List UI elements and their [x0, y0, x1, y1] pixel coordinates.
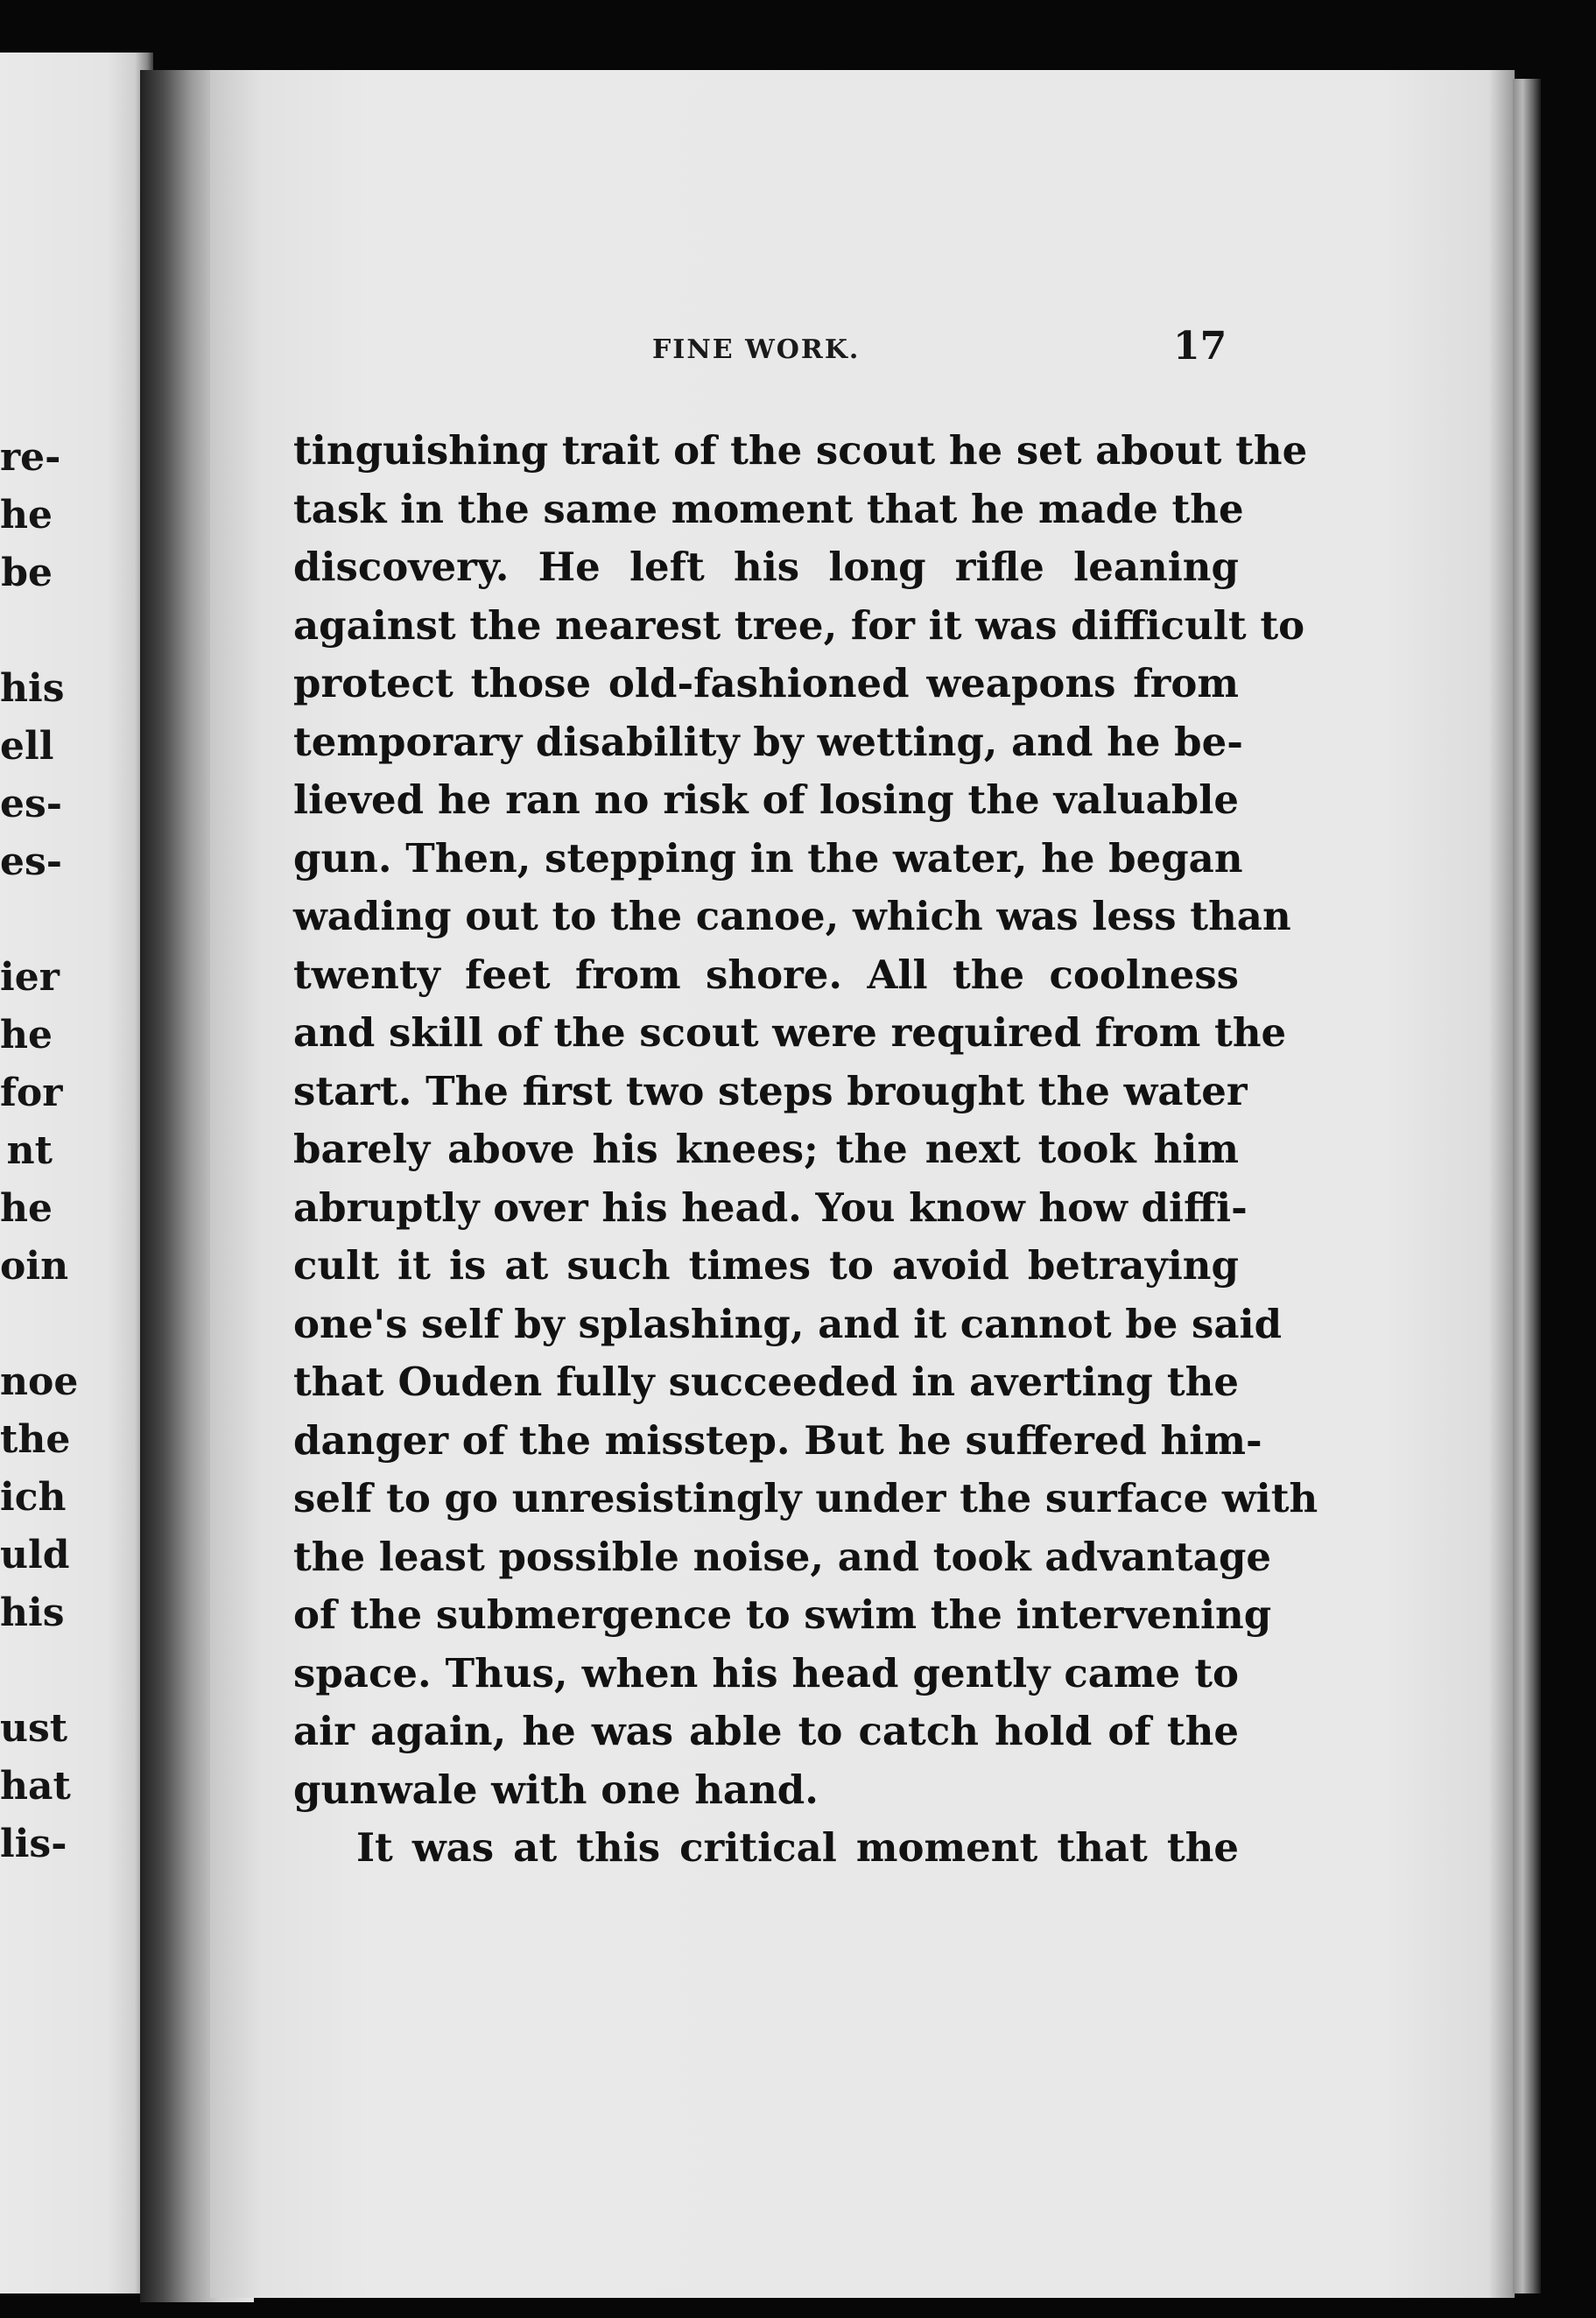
text-line: start. The first two steps brought the water — [293, 1067, 1248, 1114]
left-facing-page — [0, 53, 153, 2293]
page-body-text — [293, 422, 1318, 1878]
left-fragment — [0, 1296, 144, 1353]
text-line: that Ouden fully succeeded in averting the — [293, 1359, 1239, 1405]
left-page-text — [0, 429, 144, 1873]
text-line: gunwale with one hand. — [293, 1766, 819, 1813]
text-line: barely above his knees; the next took him — [293, 1126, 1239, 1172]
left-fragment: es- — [0, 839, 63, 884]
text-line: gun. Then, stepping in the water, he began — [293, 834, 1243, 882]
text-line: temporary disability by wetting, and he be- — [293, 718, 1243, 765]
text-line: abruptly over his head. You know how diffi- — [293, 1184, 1248, 1231]
left-fragment: for — [0, 1071, 63, 1115]
left-fragment: ell — [0, 724, 54, 769]
text-line: one's self by splashing, and it cannot be said — [293, 1300, 1283, 1347]
left-fragment: noe — [0, 1359, 79, 1404]
left-fragment: nt — [6, 1128, 53, 1173]
text-line: of the submergence to swim the intervening — [293, 1591, 1272, 1638]
left-fragment: he — [0, 493, 53, 537]
text-line: wading out to the canoe, which was less than — [293, 893, 1291, 939]
left-fragment: the — [0, 1417, 71, 1462]
text-line: protect those old-fashioned weapons from — [293, 660, 1239, 706]
text-line: space. Thus, when his head gently came to — [293, 1649, 1239, 1696]
left-fragment — [0, 602, 144, 660]
text-line: danger of the misstep. But he suffered him- — [293, 1416, 1262, 1464]
left-fragment: he — [0, 1013, 53, 1057]
left-fragment: his — [0, 666, 65, 711]
left-fragment: his — [0, 1591, 65, 1635]
left-fragment: he — [0, 1186, 53, 1231]
text-line: air again, he was able to catch hold of the — [293, 1708, 1239, 1754]
text-line: self to go unresistingly under the surface with — [293, 1475, 1318, 1521]
left-fragment: re- — [0, 435, 61, 480]
text-line: task in the same moment that he made the — [293, 485, 1244, 532]
left-fragment — [0, 891, 144, 949]
text-line: cult it is at such times to avoid betraying — [293, 1242, 1239, 1289]
text-line: twenty feet from shore. All the coolness — [293, 951, 1239, 998]
left-fragment — [0, 1642, 144, 1700]
text-line: lieved he ran no risk of losing the valuable — [293, 776, 1239, 823]
left-fragment: lis- — [0, 1822, 67, 1866]
text-line: against the nearest tree, for it was difficult to — [293, 601, 1305, 649]
running-head: FINE WORK. — [652, 334, 861, 365]
text-line: the least possible noise, and took advantage — [293, 1533, 1272, 1580]
left-fragment: ich — [0, 1475, 67, 1520]
left-fragment: hat — [0, 1764, 71, 1809]
page-number: 17 — [1173, 324, 1227, 369]
left-fragment: ust — [0, 1706, 68, 1751]
page-edge-shadow — [1513, 79, 1541, 2293]
text-line: and skill of the scout were required from the — [293, 1009, 1287, 1056]
paragraph-start-line: It was at this critical moment that the — [356, 1824, 1239, 1871]
left-fragment: es- — [0, 782, 63, 826]
left-fragment: oin — [0, 1244, 69, 1289]
left-fragment: ier — [0, 955, 60, 1000]
left-fragment: uld — [0, 1533, 70, 1577]
text-line: discovery. He left his long rifle leaning — [293, 544, 1239, 590]
text-line: tinguishing trait of the scout he set about the — [293, 427, 1308, 474]
left-fragment: be — [1, 551, 53, 595]
